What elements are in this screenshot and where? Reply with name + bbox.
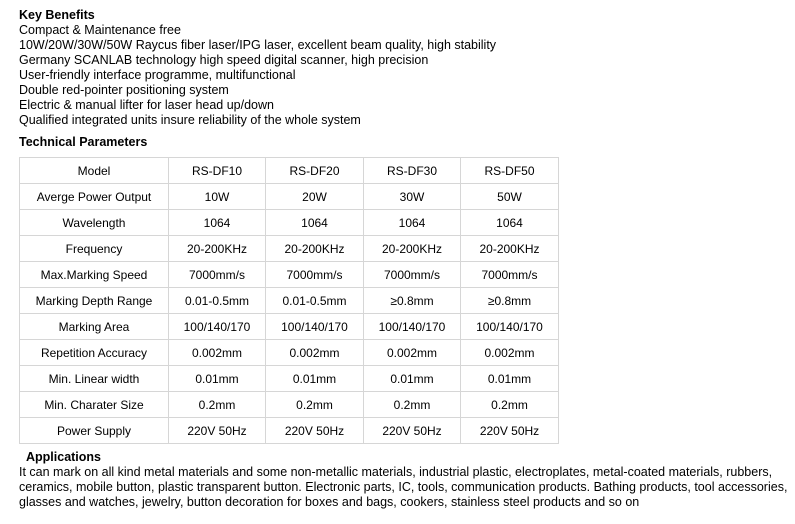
table-cell: 220V 50Hz <box>364 418 461 444</box>
applications-text: It can mark on all kind metal materials and some non-metallic materials, industrial plastic, electroplates, metal-coated materials, rubbers, ceramics, mobile button, plastic transparent button. Electronic parts, IC, tools, communication products. Bathing products, tool accessories, glasses and watches, jewelry, button decoration for boxes and bags, cookers, stainless steel products and so on <box>19 465 788 509</box>
table-cell: 0.002mm <box>266 340 364 366</box>
table-row <box>20 418 559 444</box>
benefit-item: User-friendly interface programme, multifunctional <box>19 68 296 82</box>
benefit-item: Double red-pointer positioning system <box>19 83 229 97</box>
table-cell: 0.2mm <box>364 392 461 418</box>
applications-heading: Applications <box>26 450 102 464</box>
table-cell: 100/140/170 <box>169 314 266 340</box>
table-row <box>20 366 559 392</box>
table-cell: 20-200KHz <box>461 236 559 262</box>
table-cell: Min. Charater Size <box>20 392 169 418</box>
key-benefits-list <box>19 23 496 128</box>
table-cell: 0.2mm <box>461 392 559 418</box>
benefit-item: Germany SCANLAB technology high speed digital scanner, high precision <box>19 53 429 67</box>
table-cell: 220V 50Hz <box>461 418 559 444</box>
table-cell: 20-200KHz <box>364 236 461 262</box>
table-cell: 0.2mm <box>169 392 266 418</box>
table-cell: 0.002mm <box>169 340 266 366</box>
table-cell: Power Supply <box>20 418 169 444</box>
table-cell: Marking Area <box>20 314 169 340</box>
key-benefits-heading: Key Benefits <box>19 8 95 22</box>
table-cell: 20-200KHz <box>169 236 266 262</box>
table-cell: 1064 <box>364 210 461 236</box>
table-cell: 220V 50Hz <box>266 418 364 444</box>
table-cell: 20W <box>266 184 364 210</box>
table-cell: RS-DF10 <box>169 158 266 184</box>
table-cell: 7000mm/s <box>169 262 266 288</box>
table-row <box>20 184 559 210</box>
table-cell: 100/140/170 <box>364 314 461 340</box>
table-cell: 220V 50Hz <box>169 418 266 444</box>
benefit-item: Electric & manual lifter for laser head up/down <box>19 98 274 112</box>
benefit-item: Compact & Maintenance free <box>19 23 181 37</box>
table-cell: RS-DF30 <box>364 158 461 184</box>
table-cell: 0.002mm <box>461 340 559 366</box>
table-cell: 20-200KHz <box>266 236 364 262</box>
table-cell: Max.Marking Speed <box>20 262 169 288</box>
table-cell: RS-DF50 <box>461 158 559 184</box>
table-cell: Wavelength <box>20 210 169 236</box>
benefit-item: 10W/20W/30W/50W Raycus fiber laser/IPG laser, excellent beam quality, high stability <box>19 38 497 52</box>
benefit-item: Qualified integrated units insure reliability of the whole system <box>19 113 361 127</box>
table-cell: 1064 <box>266 210 364 236</box>
table-row <box>20 314 559 340</box>
table-cell: Marking Depth Range <box>20 288 169 314</box>
table-cell: 0.01mm <box>461 366 559 392</box>
table-row <box>20 392 559 418</box>
table-row <box>20 288 559 314</box>
table-cell: 7000mm/s <box>266 262 364 288</box>
table-cell: ≥0.8mm <box>364 288 461 314</box>
table-row <box>20 210 559 236</box>
table-row <box>20 262 559 288</box>
table-cell: Frequency <box>20 236 169 262</box>
table-cell: 0.01-0.5mm <box>266 288 364 314</box>
table-cell: 1064 <box>169 210 266 236</box>
table-cell: 1064 <box>461 210 559 236</box>
table-cell: Averge Power Output <box>20 184 169 210</box>
table-cell: 10W <box>169 184 266 210</box>
table-row <box>20 236 559 262</box>
table-row <box>20 158 559 184</box>
table-cell: 0.01mm <box>266 366 364 392</box>
table-cell: Model <box>20 158 169 184</box>
table-row <box>20 340 559 366</box>
table-cell: 100/140/170 <box>461 314 559 340</box>
table-cell: Repetition Accuracy <box>20 340 169 366</box>
table-cell: 0.01mm <box>364 366 461 392</box>
table-cell: 0.01mm <box>169 366 266 392</box>
table-cell: 0.2mm <box>266 392 364 418</box>
table-cell: 100/140/170 <box>266 314 364 340</box>
technical-parameters-heading: Technical Parameters <box>19 135 148 149</box>
table-cell: 0.01-0.5mm <box>169 288 266 314</box>
technical-parameters-table <box>19 157 559 444</box>
table-cell: 0.002mm <box>364 340 461 366</box>
table-cell: ≥0.8mm <box>461 288 559 314</box>
table-cell: Min. Linear width <box>20 366 169 392</box>
table-cell: 30W <box>364 184 461 210</box>
table-cell: RS-DF20 <box>266 158 364 184</box>
table-cell: 7000mm/s <box>461 262 559 288</box>
table-cell: 7000mm/s <box>364 262 461 288</box>
table-cell: 50W <box>461 184 559 210</box>
